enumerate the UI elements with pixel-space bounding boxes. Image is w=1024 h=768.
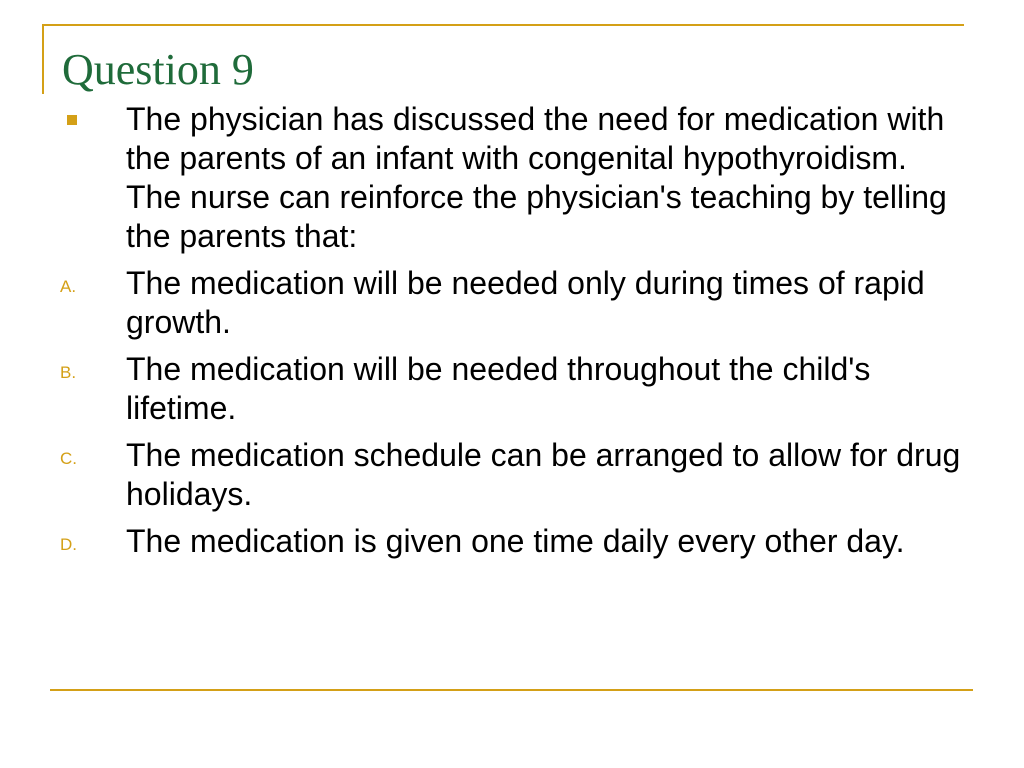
question-text: The physician has discussed the need for medication with the parents of an infant with congenital hypothyroidism. The nurse can reinforce the physician's teaching by telling the parents that: <box>126 101 947 254</box>
answer-option-d <box>60 522 970 561</box>
option-text: The medication schedule can be arranged to allow for drug holidays. <box>126 437 961 512</box>
slide-content <box>60 100 970 569</box>
frame-top-line <box>42 24 964 26</box>
answer-option-c <box>60 436 970 514</box>
option-text: The medication is given one time daily every other day. <box>126 523 905 559</box>
slide-title: Question 9 <box>62 45 254 94</box>
option-letter: B. <box>60 363 77 382</box>
square-bullet-icon <box>67 115 77 125</box>
frame-left-line <box>42 24 44 94</box>
option-letter: D. <box>60 535 77 554</box>
option-letter: C. <box>60 449 77 468</box>
question-item <box>60 100 970 256</box>
frame-bottom-line <box>50 689 973 691</box>
option-text: The medication will be needed throughout the child's lifetime. <box>126 351 871 426</box>
answer-option-b <box>60 350 970 428</box>
option-text: The medication will be needed only during times of rapid growth. <box>126 265 925 340</box>
option-letter: A. <box>60 277 77 296</box>
answer-option-a <box>60 264 970 342</box>
